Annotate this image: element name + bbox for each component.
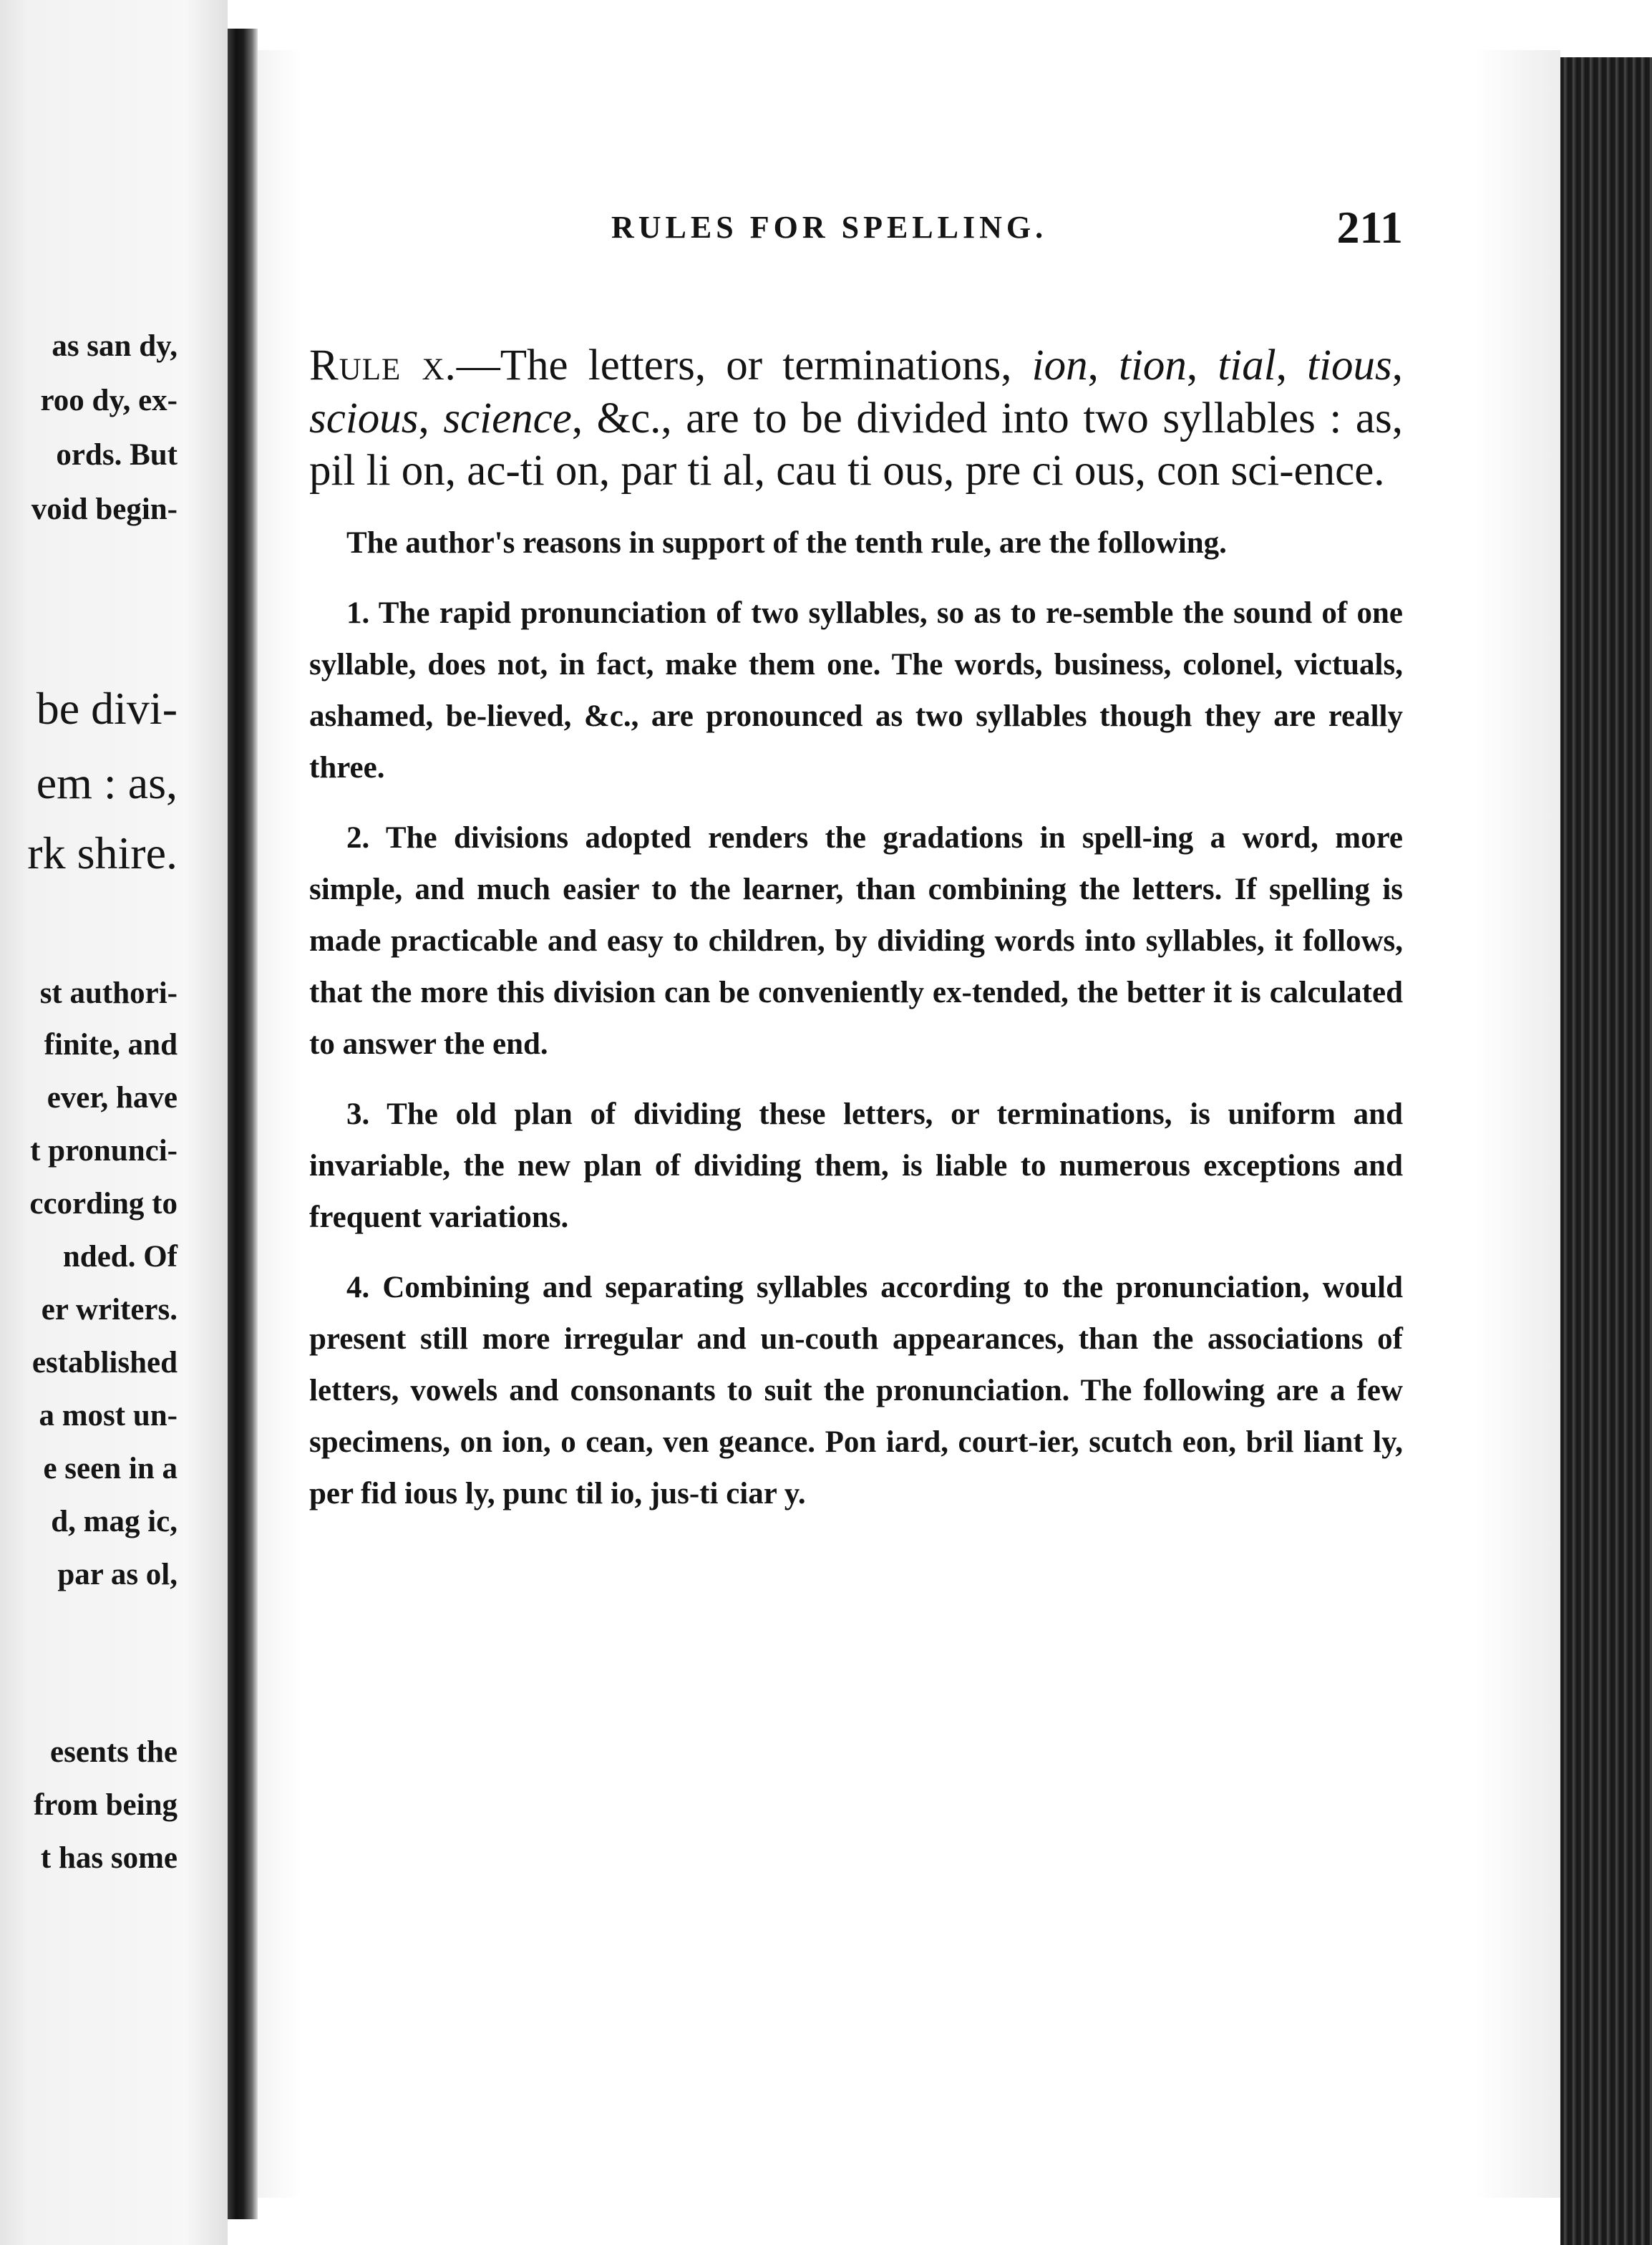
term-separator: , <box>1391 341 1404 389</box>
previous-page-line: established <box>31 1346 178 1380</box>
previous-page-line: roo dy, ex- <box>40 384 178 417</box>
reason-paragraph: 4. Combining and separating syllables according to the pronunciation, would present still more irregular and un-couth appearances, than the associations of letters, vowels and consonants to suit the pronunciation. The following are a few specimens, on ion, o cean, ven geance. Pon iard, court-ier, scutch eon, bril liant ly, per fid ious ly, punc til io, jus-ti ciar y. <box>309 1270 1403 1511</box>
page-number: 211 <box>1336 202 1403 253</box>
rule-continuation: , &c., are to be divided into two syllables : as, pil li on, ac-ti on, par ti al, cau ti ous, pre ci ous, con sci-ence. <box>309 394 1403 495</box>
term-separator: , <box>1186 341 1218 389</box>
previous-page-fragment <box>0 0 228 2245</box>
book-page-edges <box>1560 57 1652 2245</box>
page-body <box>309 339 1403 1520</box>
previous-page-line: ever, have <box>47 1081 178 1115</box>
rule-paragraph <box>309 339 1403 498</box>
previous-page-line: ccording to <box>29 1187 178 1221</box>
previous-page-line: as san dy, <box>52 329 178 363</box>
term-science: science <box>443 394 572 442</box>
previous-page-line: nded. Of <box>62 1240 178 1274</box>
previous-page-line: er writers. <box>41 1293 178 1327</box>
running-head <box>308 202 1403 262</box>
previous-page-line: d, mag ic, <box>51 1505 178 1538</box>
reason-paragraph: 3. The old plan of dividing these letters, or terminations, is uniform and invariable, the new plan of dividing them, is liable to numerous exceptions and frequent variations. <box>309 1097 1403 1234</box>
previous-page-line: t has some <box>40 1841 178 1875</box>
previous-page-line: ords. But <box>56 438 178 472</box>
previous-page-line: rk shire. <box>27 828 178 878</box>
previous-page-line: from being <box>33 1788 178 1822</box>
term-tion: tion <box>1119 341 1187 389</box>
previous-page-line: em : as, <box>36 757 178 808</box>
term-tial: tial <box>1218 341 1276 389</box>
term-scious: scious <box>309 394 419 442</box>
previous-page-line: st authori- <box>39 976 178 1010</box>
previous-page-line: finite, and <box>44 1028 178 1062</box>
previous-page-line: esents the <box>50 1735 178 1769</box>
book-gutter <box>228 29 258 2219</box>
previous-page-line: e seen in a <box>43 1452 178 1485</box>
previous-page-line: t pronunci- <box>30 1134 178 1168</box>
term-tious: tious <box>1307 341 1392 389</box>
running-title: RULES FOR SPELLING. <box>611 210 1048 245</box>
previous-page-line: a most un- <box>39 1399 178 1432</box>
term-separator: , <box>1276 341 1308 389</box>
rule-label: Rule x. <box>309 341 457 389</box>
previous-page-line: void begin- <box>31 493 178 526</box>
term-separator: , <box>1087 341 1119 389</box>
previous-page-line: par as ol, <box>57 1558 178 1591</box>
reason-paragraph: 2. The divisions adopted renders the gradations in spell-ing a word, more simple, and much easier to the learner, than combining the letters. If spelling is made practicable and easy to children, by dividing words into syllables, it follows, that the more this division can be conveniently ex-tended, the better it is calculated to answer the end. <box>309 820 1403 1061</box>
term-separator: , <box>418 394 444 442</box>
reason-paragraph: 1. The rapid pronunciation of two syllables, so as to re-semble the sound of one syllable, does not, in fact, make them one. The words, business, colonel, victuals, ashamed, be-lieved, &c., are pronounced as two syllables though they are really three. <box>309 596 1403 785</box>
term-ion: ion <box>1031 341 1088 389</box>
rule-intro-text: —The letters, or terminations, <box>456 341 1032 389</box>
reasons-intro: The author's reasons in support of the tenth rule, are the following. <box>346 525 1227 560</box>
previous-page-line: be divi- <box>36 683 178 734</box>
